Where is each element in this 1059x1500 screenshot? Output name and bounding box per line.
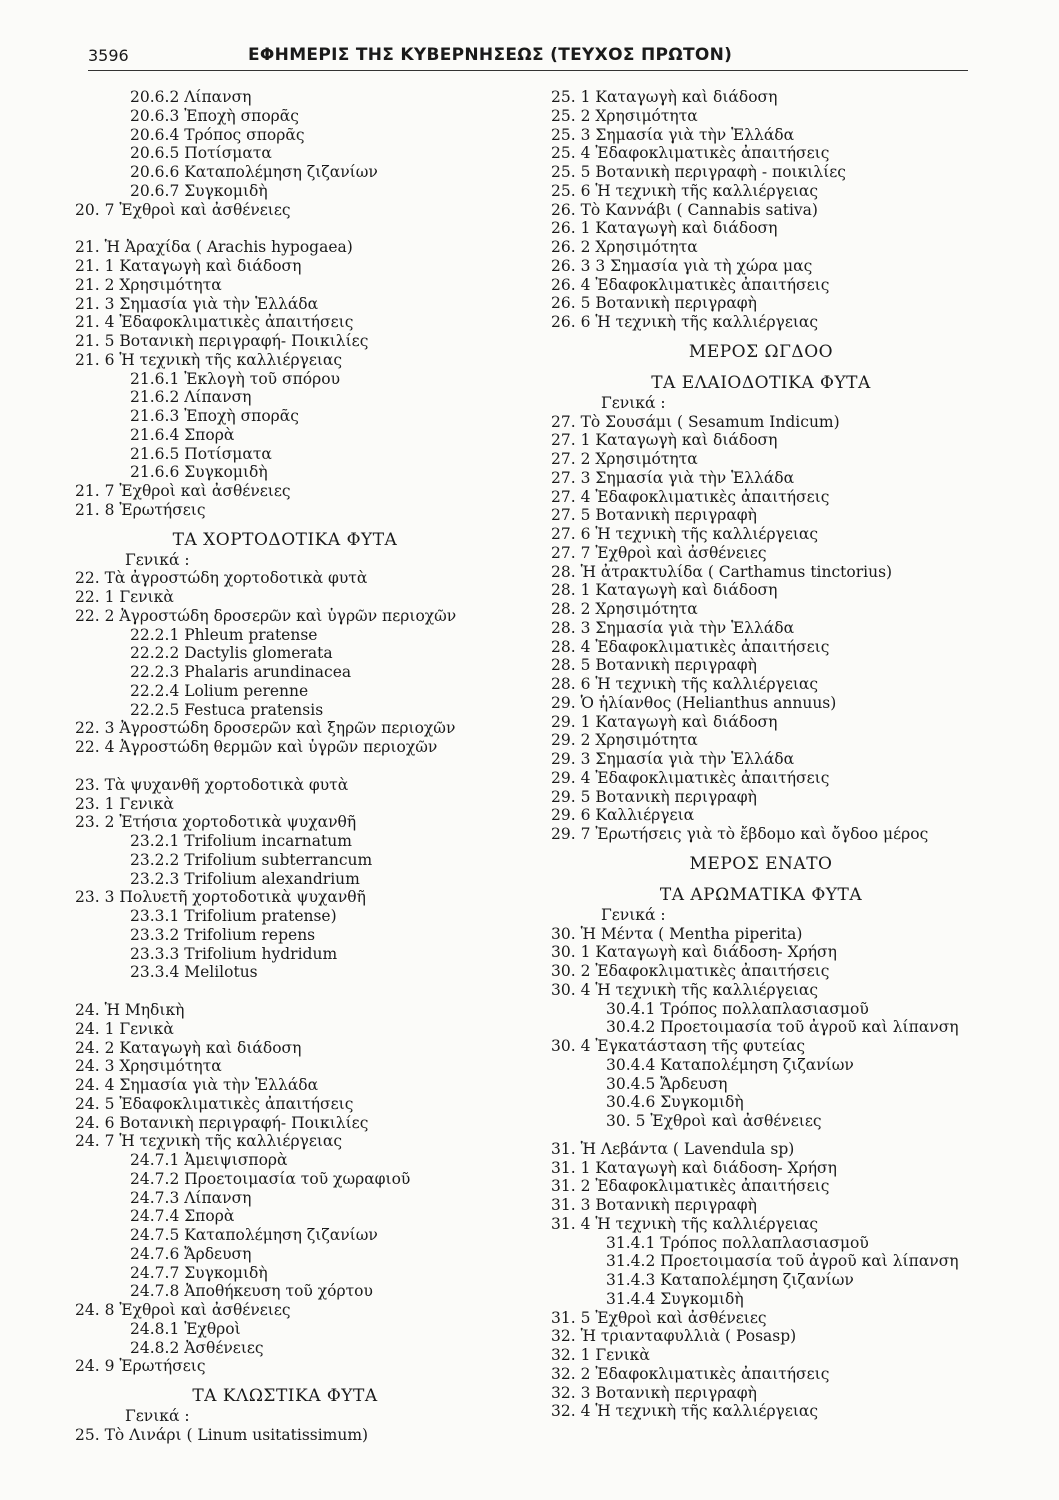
toc-subentry: 23.3.1 Trifolium pratense) [130, 907, 337, 925]
toc-entry: 22. 4 Ἀγροστώδη θερμῶν καὶ ὑγρῶν περιοχῶν [75, 738, 438, 756]
toc-entry: 28. 4 Ἐδαφοκλιματικὲς ἀπαιτήσεις [551, 637, 830, 656]
spacer [551, 875, 971, 884]
toc-entry: 23. 3 Πολυετῆ χορτοδοτικὰ ψυχανθῆ [75, 888, 366, 907]
toc-subentry: 24.7.6 Ἄρδευση [130, 1244, 252, 1263]
toc-subentry: 21.6.3 Ἐποχὴ σπορᾶς [130, 407, 299, 425]
toc-entry: 24. 6 Βοτανικὴ περιγραφή- Ποικιλίες [75, 1113, 369, 1132]
toc-entry: 31. 1 Καταγωγὴ καὶ διάδοση- Χρήση [551, 1158, 837, 1177]
toc-entry: 27. 4 Ἐδαφοκλιματικὲς ἀπαιτήσεις [551, 487, 830, 506]
toc-entry: 32. Ἡ τριανταφυλλιὰ ( Posasp) [551, 1327, 797, 1346]
toc-subentry: 21.6.1 Ἐκλογὴ τοῦ σπόρου [130, 369, 340, 388]
toc-subentry: 22.2.2 Dactylis glomerata [130, 644, 333, 663]
toc-entry: 25. 1 Καταγωγὴ καὶ διάδοση [551, 88, 778, 106]
toc-subentry: 31.4.1 Τρόπος πολλαπλασιασμοῦ [606, 1233, 869, 1252]
toc-entry: 32. 2 Ἐδαφοκλιματικὲς ἀπαιτήσεις [551, 1364, 830, 1383]
spacer [75, 520, 495, 529]
toc-entry: 28. 5 Βοτανικὴ περιγραφὴ [551, 656, 757, 675]
toc-subentry: 30.4.2 Προετοιμασία τοῦ ἀγροῦ καὶ λίπανση [606, 1018, 959, 1037]
section-heading: ΜΕΡΟΣ ΕΝΑΤΟ [689, 853, 833, 874]
toc-subentry: 30.4.6 Συγκομιδὴ [606, 1093, 744, 1112]
toc-subentry: 20.6.4 Τρόπος σπορᾶς [130, 125, 305, 144]
toc-entry: 21. 2 Χρησιμότητα [75, 275, 222, 294]
toc-subentry: 23.2.1 Trifolium incarnatum [130, 832, 352, 850]
general-label: Γενικά : [601, 393, 666, 412]
toc-subentry: 23.3.4 Melilotus [130, 963, 258, 982]
toc-entry: 24. 8 Ἐχθροὶ καὶ ἀσθένειες [75, 1301, 291, 1319]
toc-subentry: 20.6.3 Ἐποχὴ σπορᾶς [130, 106, 299, 125]
toc-subentry: 24.8.1 Ἐχθροὶ [130, 1319, 241, 1338]
toc-entry: 23. 2 Ἐτήσια χορτοδοτικὰ ψυχανθῆ [75, 813, 357, 832]
toc-subentry: 23.3.2 Trifolium repens [130, 925, 316, 944]
toc-entry: 28. 6 Ἡ τεχνικὴ τῆς καλλιέργειας [551, 675, 819, 693]
toc-entry: 21. 3 Σημασία γιὰ τὴν Ἑλλάδα [75, 294, 319, 313]
toc-entry: 29. 2 Χρησιμότητα [551, 731, 698, 750]
toc-entry: 22. 3 Ἀγροστώδη δροσερῶν καὶ ξηρῶν περιοχῶν [75, 719, 456, 738]
toc-subentry: 21.6.5 Ποτίσματα [130, 444, 272, 463]
toc-subentry: 24.8.2 Ἀσθένειες [130, 1338, 264, 1357]
toc-subentry: 20.6.6 Καταπολέμηση ζιζανίων [130, 163, 378, 181]
toc-entry: 21. 1 Καταγωγὴ καὶ διάδοση [75, 257, 302, 275]
toc-entry: 25. 5 Βοτανικὴ περιγραφὴ - ποικιλίες [551, 163, 846, 181]
toc-entry: 28. 3 Σημασία γιὰ τὴν Ἑλλάδα [551, 618, 795, 637]
toc-entry: 25. 4 Ἐδαφοκλιματικὲς ἀπαιτήσεις [551, 144, 830, 163]
section-heading: ΤΑ ΕΛΑΙΟΔΟΤΙΚΑ ΦΥΤΑ [651, 372, 871, 393]
toc-entry: 24. Ἡ Μηδικὴ [75, 1001, 185, 1019]
toc-subentry: 24.7.2 Προετοιμασία τοῦ χωραφιοῦ [130, 1169, 411, 1188]
toc-subentry: 22.2.4 Lolium perenne [130, 681, 309, 700]
toc-entry: 26. 3 3 Σημασία γιὰ τὴ χώρα μας [551, 256, 813, 275]
toc-entry: 32. 4 Ἡ τεχνικὴ τῆς καλλιέργειας [551, 1402, 819, 1421]
toc-subentry: 31.4.3 Καταπολέμηση ζιζανίων [606, 1271, 854, 1289]
toc-entry: 28. 1 Καταγωγὴ καὶ διάδοση [551, 581, 778, 600]
gazette-title: ΕΦΗΜΕΡΙΣ ΤΗΣ ΚΥΒΕΡΝΗΣΕΩΣ (ΤΕΥΧΟΣ ΠΡΩΤΟΝ) [248, 45, 733, 65]
toc-entry: 25. 6 Ἡ τεχνικὴ τῆς καλλιέργειας [551, 181, 819, 200]
spacer [75, 219, 495, 238]
toc-entry: 28. Ἡ ἀτρακτυλίδα ( Carthamus tinctorius) [551, 562, 893, 581]
toc-subentry: 24.7.1 Ἀμειψισπορὰ [130, 1151, 288, 1169]
section-heading: ΤΑ ΧΟΡΤΟΔΟΤΙΚΑ ΦΥΤΑ [172, 529, 398, 550]
toc-entry: 26. 1 Καταγωγὴ καὶ διάδοση [551, 219, 778, 238]
toc-entry: 31. 2 Ἐδαφοκλιματικὲς ἀπαιτήσεις [551, 1177, 830, 1196]
toc-subentry: 24.7.5 Καταπολέμηση ζιζανίων [130, 1226, 378, 1244]
toc-subentry: 21.6.4 Σπορὰ [130, 425, 235, 444]
toc-entry: 30. 4 Ἡ τεχνικὴ τῆς καλλιέργειας [551, 980, 819, 999]
toc-entry: 31. 3 Βοτανικὴ περιγραφὴ [551, 1196, 757, 1214]
toc-entry: 24. 2 Καταγωγὴ καὶ διάδοση [75, 1038, 302, 1057]
spacer [551, 844, 971, 853]
toc-subentry: 23.2.2 Trifolium subterrancum [130, 850, 373, 869]
section-heading: ΜΕΡΟΣ ΩΓΔΟΟ [688, 341, 834, 362]
toc-subentry: 31.4.4 Συγκομιδὴ [606, 1289, 744, 1308]
toc-subentry: 24.7.4 Σπορὰ [130, 1207, 235, 1226]
toc-subentry: 21.6.2 Λίπανση [130, 388, 252, 407]
toc-entry: 31. 4 Ἡ τεχνικὴ τῆς καλλιέργειας [551, 1214, 819, 1233]
section-heading: ΤΑ ΑΡΩΜΑΤΙΚΑ ΦΥΤΑ [659, 884, 863, 905]
page-header [88, 44, 968, 71]
section-heading: ΤΑ ΚΛΩΣΤΙΚΑ ΦΥΤΑ [192, 1386, 378, 1406]
toc-entry: 27. 2 Χρησιμότητα [551, 450, 698, 468]
spacer [75, 982, 495, 1001]
toc-entry: 29. 7 Ἐρωτήσεις γιὰ τὸ ἔβδομο καὶ ὄγδοο μέρος [551, 825, 929, 843]
toc-entry: 27. 1 Καταγωγὴ καὶ διάδοση [551, 431, 778, 450]
toc-entry: 26. 5 Βοτανικὴ περιγραφὴ [551, 294, 757, 313]
page-number: 3596 [88, 46, 129, 65]
toc-entry: 27. 5 Βοτανικὴ περιγραφὴ [551, 506, 757, 525]
toc-subentry: 30. 5 Ἐχθροὶ καὶ ἀσθένειες [606, 1112, 822, 1130]
general-label: Γενικά : [601, 905, 666, 924]
toc-entry: 32. 3 Βοτανικὴ περιγραφὴ [551, 1383, 757, 1402]
toc-entry: 28. 2 Χρησιμότητα [551, 600, 698, 618]
toc-entry: 21. 5 Βοτανικὴ περιγραφή- Ποικιλίες [75, 332, 369, 350]
toc-subentry: 31.4.2 Προετοιμασία τοῦ ἀγροῦ καὶ λίπανση [606, 1252, 959, 1271]
toc-subentry: 30.4.4 Καταπολέμηση ζιζανίων [606, 1055, 854, 1074]
toc-entry: 29. 6 Καλλιέργεια [551, 806, 695, 825]
toc-entry: 31. Ἡ Λεβάντα ( Lavendula sp) [551, 1139, 795, 1158]
toc-subentry: 20.6.7 Συγκομιδὴ [130, 181, 268, 200]
toc-entry: 32. 1 Γενικὰ [551, 1346, 650, 1364]
toc-entry: 22. 2 Ἀγροστώδη δροσερῶν καὶ ὑγρῶν περιοχῶν [75, 606, 457, 625]
toc-subentry: 20.6.2 Λίπανση [130, 88, 252, 106]
general-label: Γενικά : [125, 550, 190, 569]
toc-subentry: 23.2.3 Trifolium alexandrium [130, 869, 360, 888]
toc-entry: 23. Τὰ ψυχανθῆ χορτοδοτικὰ φυτὰ [75, 775, 349, 794]
spacer [551, 332, 971, 341]
spacer [75, 757, 495, 776]
general-label: Γενικά : [125, 1407, 190, 1425]
toc-entry: 26. 4 Ἐδαφοκλιματικὲς ἀπαιτήσεις [551, 275, 830, 294]
toc-entry: 29. 1 Καταγωγὴ καὶ διάδοση [551, 712, 778, 731]
toc-entry: 26. 6 Ἡ τεχνικὴ τῆς καλλιέργειας [551, 313, 819, 331]
toc-entry: 29. Ὁ ἡλίανθος (Helianthus annuus) [551, 693, 837, 712]
toc-subentry: 24.7.7 Συγκομιδὴ [130, 1263, 268, 1282]
toc-entry: 25. 2 Χρησιμότητα [551, 106, 698, 125]
toc-subentry: 30.4.1 Τρόπος πολλαπλασιασμοῦ [606, 999, 869, 1018]
toc-entry: 25. Τὸ Λινάρι ( Linum usitatissimum) [75, 1425, 369, 1444]
toc-entry: 31. 5 Ἐχθροὶ καὶ ἀσθένειες [551, 1308, 767, 1327]
toc-entry: 26. 2 Χρησιμότητα [551, 238, 698, 256]
toc-entry: 30. 4 Ἐγκατάσταση τῆς φυτείας [551, 1037, 806, 1055]
toc-entry: 30. 1 Καταγωγὴ καὶ διάδοση- Χρήση [551, 943, 837, 962]
toc-entry: 27. 3 Σημασία γιὰ τὴν Ἑλλάδα [551, 468, 795, 487]
toc-entry: 24. 1 Γενικὰ [75, 1019, 174, 1038]
toc-subentry: 30.4.5 Ἄρδευση [606, 1074, 728, 1093]
toc-entry: 20. 7 Ἐχθροὶ καὶ ἀσθένειες [75, 200, 291, 219]
toc-entry: 30. 2 Ἐδαφοκλιματικὲς ἀπαιτήσεις [551, 962, 830, 980]
toc-entry: 24. 9 Ἐρωτήσεις [75, 1357, 206, 1376]
toc-entry: 23. 1 Γενικὰ [75, 794, 174, 813]
toc-subentry: 24.7.8 Ἀποθήκευση τοῦ χόρτου [130, 1282, 373, 1301]
right-column [551, 88, 971, 1421]
toc-subentry: 24.7.3 Λίπανση [130, 1188, 252, 1207]
toc-entry: 29. 3 Σημασία γιὰ τὴν Ἑλλάδα [551, 750, 795, 768]
toc-entry: 29. 4 Ἐδαφοκλιματικὲς ἀπαιτήσεις [551, 768, 830, 787]
toc-entry: 26. Τὸ Καννάβι ( Cannabis sativa) [551, 200, 818, 219]
spacer [551, 363, 971, 372]
toc-entry: 27. Τὸ Σουσάμι ( Sesamum Indicum) [551, 412, 840, 431]
toc-entry: 21. Ἡ Ἀραχίδα ( Arachis hypogaea) [75, 238, 353, 257]
toc-subentry: 21.6.6 Συγκομιδὴ [130, 463, 268, 482]
spacer [551, 1131, 971, 1140]
toc-entry: 24. 5 Ἐδαφοκλιματικὲς ἀπαιτήσεις [75, 1094, 354, 1113]
toc-entry: 21. 7 Ἐχθροὶ καὶ ἀσθένειες [75, 482, 291, 500]
toc-entry: 22. Τὰ ἀγροστώδη χορτοδοτικὰ φυτὰ [75, 569, 368, 588]
toc-entry: 27. 6 Ἡ τεχνικὴ τῆς καλλιέργειας [551, 525, 819, 543]
toc-entry: 24. 4 Σημασία γιὰ τὴν Ἑλλάδα [75, 1076, 319, 1094]
toc-entry: 30. Ἡ Μέντα ( Mentha piperita) [551, 924, 803, 943]
toc-subentry: 22.2.5 Festuca pratensis [130, 700, 324, 719]
toc-entry: 21. 6 Ἡ τεχνικὴ τῆς καλλιέργειας [75, 350, 343, 369]
toc-entry: 27. 7 Ἐχθροὶ καὶ ἀσθένειες [551, 543, 767, 562]
spacer [75, 1376, 495, 1385]
toc-subentry: 22.2.1 Phleum pratense [130, 625, 318, 644]
toc-entry: 25. 3 Σημασία γιὰ τὴν Ἑλλάδα [551, 125, 795, 144]
toc-subentry: 20.6.5 Ποτίσματα [130, 144, 272, 163]
toc-entry: 29. 5 Βοτανικὴ περιγραφὴ [551, 787, 757, 806]
toc-entry: 21. 8 Ἐρωτήσεις [75, 500, 206, 519]
toc-entry: 21. 4 Ἐδαφοκλιματικὲς ἀπαιτήσεις [75, 313, 354, 332]
toc-entry: 22. 1 Γενικὰ [75, 588, 174, 606]
toc-subentry: 23.3.3 Trifolium hydridum [130, 944, 338, 963]
toc-entry: 24. 3 Χρησιμότητα [75, 1057, 222, 1076]
toc-subentry: 22.2.3 Phalaris arundinacea [130, 663, 352, 681]
left-column [75, 88, 495, 1445]
toc-entry: 24. 7 Ἡ τεχνικὴ τῆς καλλιέργειας [75, 1132, 343, 1151]
